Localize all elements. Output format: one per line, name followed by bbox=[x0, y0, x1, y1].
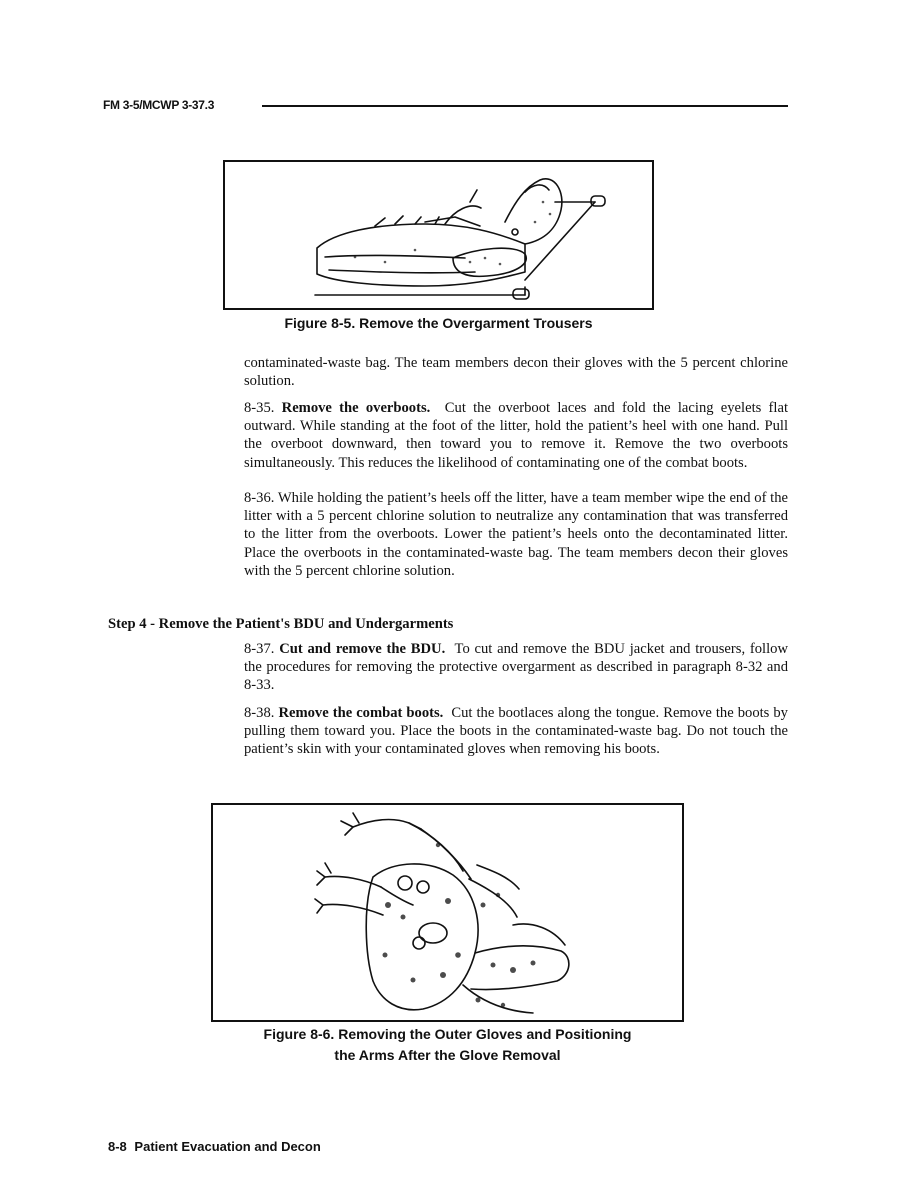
figure-8-5 bbox=[223, 160, 654, 310]
illustration-patient-arms-gloves bbox=[213, 805, 682, 1020]
figure-8-6-caption-line2: the Arms After the Glove Removal bbox=[334, 1047, 561, 1063]
paragraph-8-38 bbox=[244, 704, 788, 759]
figure-8-6-caption bbox=[211, 1024, 684, 1066]
paragraph-title: Remove the combat boots. bbox=[278, 705, 444, 721]
page-footer bbox=[108, 1139, 321, 1154]
illustration-litter-patient-trousers bbox=[225, 162, 652, 308]
paragraph-text: 8-36. While holding the patient’s heels off the litter, have a team member wipe the end of the litter with a 5 percent chlorine solution to neutralize any contamination that was transferred to the litter from the overboots. Lower the patient’s heels onto the decontaminated litter. Place the overboots in the contaminated-waste bag. The team members decon their gloves with the 5 percent chlorine solution. bbox=[244, 490, 788, 579]
paragraph-continuation bbox=[244, 354, 788, 390]
paragraph-text: Cut the bootlaces along the tongue. Remove the boots by pulling them toward you. Place the boots in the contaminated-waste bag. Do not touch the patient’s skin with your contaminated gloves when removing his boots. bbox=[244, 705, 788, 758]
paragraph-text: Cut the overboot laces and fold the lacing eyelets flat outward. While standing at the foot of the litter, hold the patient’s heel with one hand. Pull the overboot downward, then toward you to remove it. Remove the two overboots simultaneously. This reduces the likelihood of contaminating one of the combat boots. bbox=[244, 400, 788, 471]
figure-8-5-caption: Figure 8-5. Remove the Overgarment Trousers bbox=[284, 315, 593, 331]
header-rule bbox=[262, 105, 788, 107]
figure-8-6 bbox=[211, 803, 684, 1022]
page-number: 8-8 bbox=[108, 1139, 127, 1154]
paragraph-number: 8-38. bbox=[244, 705, 275, 721]
paragraph-8-36 bbox=[244, 489, 788, 580]
figure-8-6-caption-line1: Figure 8-6. Removing the Outer Gloves and Positioning bbox=[263, 1026, 632, 1042]
paragraph-text: To cut and remove the BDU jacket and trousers, follow the procedures for removing the protective overgarment as described in paragraph 8-32 and 8-33. bbox=[244, 641, 788, 694]
chapter-title: Patient Evacuation and Decon bbox=[134, 1139, 321, 1154]
continuation-text: contaminated-waste bag. The team members decon their gloves with the 5 percent chlorine solution. bbox=[244, 355, 788, 390]
paragraph-title: Remove the overboots. bbox=[281, 400, 431, 416]
paragraph-8-35 bbox=[244, 399, 788, 472]
paragraph-title: Cut and remove the BDU. bbox=[279, 641, 446, 657]
paragraph-8-37 bbox=[244, 640, 788, 695]
running-header: FM 3-5/MCWP 3-37.3 bbox=[103, 98, 215, 112]
paragraph-number: 8-35. bbox=[244, 400, 275, 416]
paragraph-number: 8-37. bbox=[244, 641, 275, 657]
step-4-heading: Step 4 - Remove the Patient's BDU and Undergarments bbox=[108, 616, 454, 632]
